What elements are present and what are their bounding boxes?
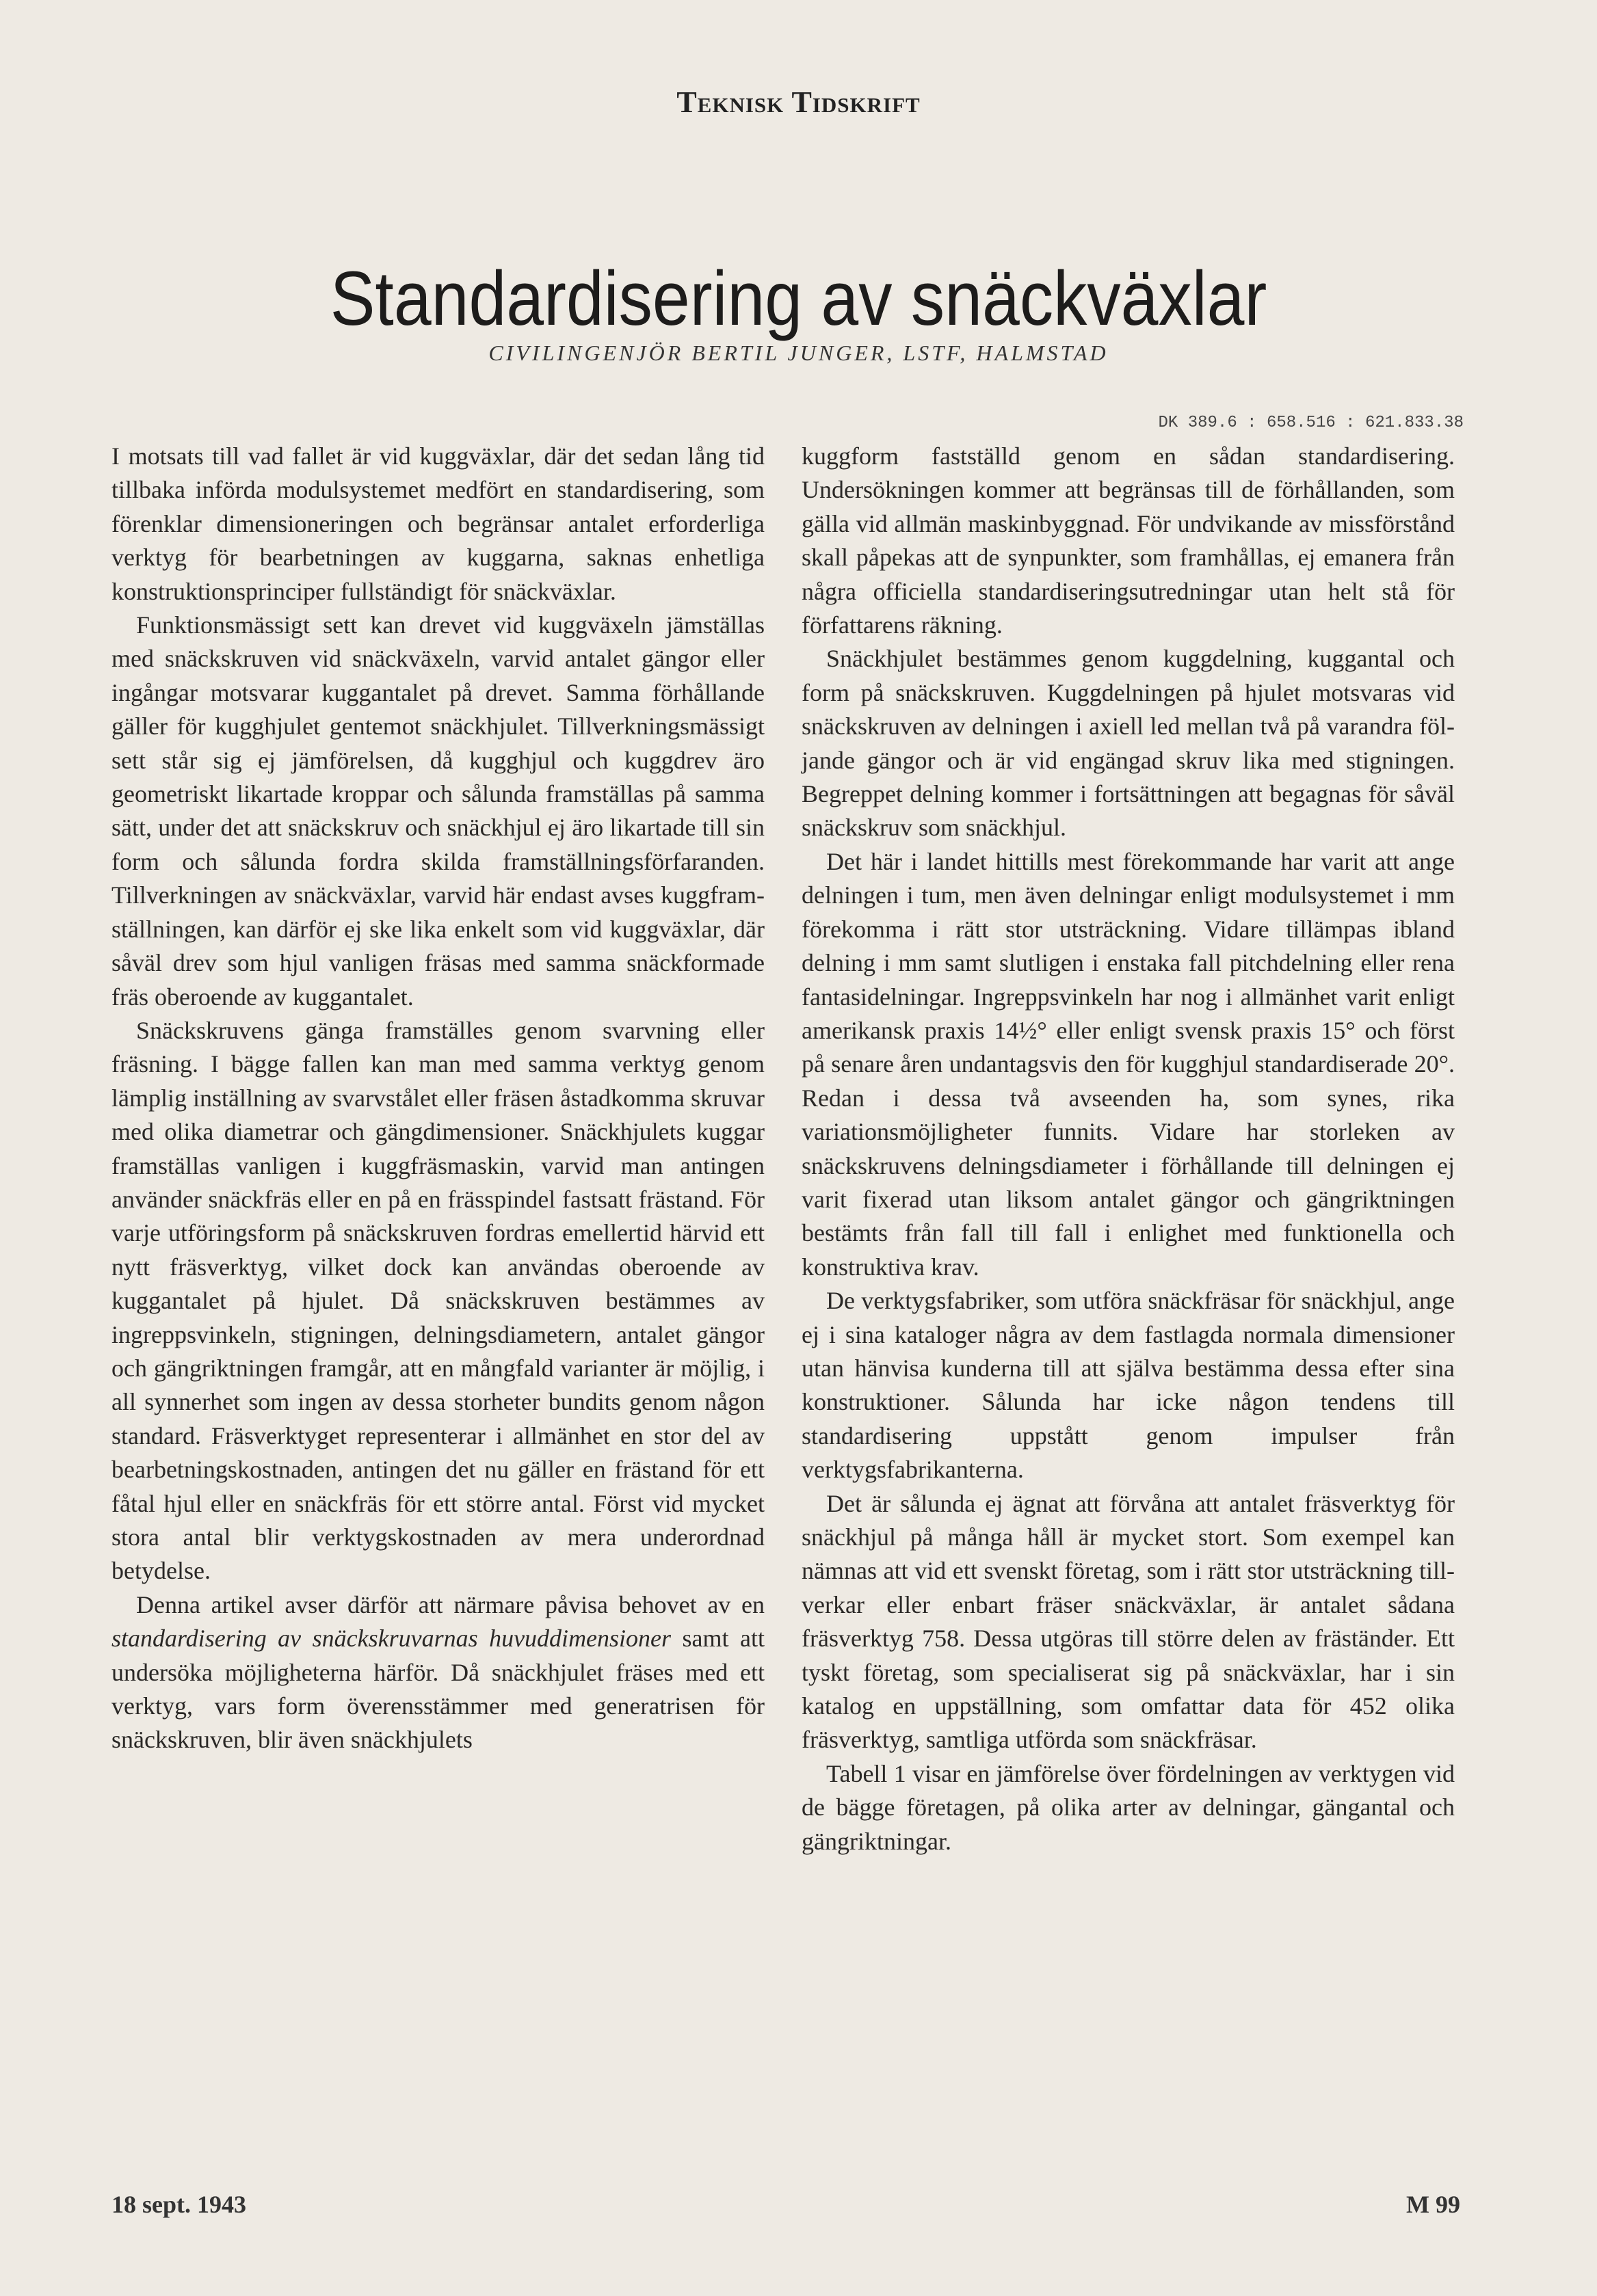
paragraph: De verktygsfabriker, som utföra snäckfräsar för snäckhjul, ange ej i sina kataloger några av dem fastlagda normala dimensioner utan hänvisa kunderna till att själva bestämma dessa efter sina konstruktioner. Sålunda har icke någon tendens till standardisering uppstått genom impulser från verktygsfabrikanterna. (802, 1287, 1455, 1484)
journal-masthead: Teknisk Tidskrift (676, 85, 921, 119)
paragraph-text: Denna artikel avser därför att närmare påvisa behovet av en (136, 1590, 765, 1618)
paragraph (111, 1588, 765, 1757)
paragraph: Funktionsmässigt sett kan drevet vid kuggväxeln jämställas med snäckskruven vid snäckväxeln, varvid antalet gängor eller ingångar motsvarar kuggantalet på drevet. Samma förhållande gäller för kugghjulet gentemot snäckhjulet. Tillverkningsmässigt sett står sig ej jämförelsen, då kugghjul och kuggdrev äro geometriskt likartade kroppar och sålunda framställas på samma sätt, under det att snäckskruv och snäckhjul ej äro likartade till sin form och sålunda fordra skilda framställningsförfaranden. Tillverkningen av snäckväxlar, varvid här endast avses kuggframställningen, kan därför ej ske lika enkelt som vid kuggväxlar, där såväl drev som hjul vanligen fräsas med samma snäckformade fräs oberoende av kuggantalet. (111, 611, 765, 1011)
paragraph: Det här i landet hittills mest förekommande har varit att ange delningen i tum, men även delningar enligt modulsystemet i mm förekomma i rätt stor utsträckning. Vidare tillämpas ibland delning i mm samt slutligen i enstaka fall pitchdelning eller rena fantasidelningar. Ingreppsvinkeln har nog i allmänhet varit enligt amerikansk praxis 14½° eller enligt svensk praxis 15° och först på senare åren undantagsvis den för kugghjul standardiserade 20°. Redan i dessa två avseenden ha, som synes, rika variationsmöjligheter funnits. Vidare har storleken av snäckskruvens delningsdiameter i förhållande till delningen ej varit fixerad utan liksom antalet gängor och gängriktningen bestämts från fall till fall i enlighet med funktionella och konstruktiva krav. (802, 847, 1455, 1281)
emphasis-text: standardisering av snäckskruvarnas huvuddimensioner (111, 1625, 672, 1653)
paragraph: Snäckskruvens gänga framställes genom svarvning eller fräsning. I bägge fallen kan man med samma verktyg genom lämplig inställning av svarvstålet eller fräsen åstadkomma skruvar med olika diametrar och gängdimensioner. Snäckhjulets kuggar framställas vanligen i kuggfräsmaskin, varvid man antingen använder snäckfräs eller en på en frässpindel fastsatt frästand. För varje utföringsform på snäckskruven fordras emellertid härvid ett nytt fräsverktyg, vilket dock kan användas oberoende av kuggantalet på hjulet. Då snäckskruven bestämmes av ingreppsvinkeln, stigningen, delningsdiametern, antalet gängor och gängriktningen framgår, att en mångfald varianter är möjlig, i all synnerhet som ingen av dessa storheter bundits genom någon standard. Fräsverktyget representerar i allmänhet en stor del av bearbetningskostnaden, antingen det nu gäller en frästand för ett fåtal hjul eller en snäckfräs för ett större antal. Först vid mycket stora antal blir verktygskostnaden av mera underordnad betydelse. (111, 1016, 765, 1585)
right-column (802, 440, 1455, 1858)
paragraph: Tabell 1 visar en jämförelse över fördelningen av verktygen vid de bägge företagen, på olika arter av delningar, gängantal och gängriktningar. (802, 1759, 1455, 1855)
author-byline: CIVILINGENJÖR BERTIL JUNGER, LSTF, HALMSTAD (488, 341, 1109, 365)
article-title: Standardisering av snäckväxlar (330, 256, 1267, 342)
page-number: M 99 (1406, 2191, 1460, 2218)
paragraph: Det är sålunda ej ägnat att förvåna att antalet fräsverktyg för snäckhjul på många håll är mycket stort. Som exempel kan nämnas att vid ett svenskt företag, som i rätt stor utsträckning tillverkar eller enbart fräser snäckväxlar, är antalet sådana fräsverktyg 758. Dessa utgöras till större delen av fräständer. Ett tyskt företag, som specialiserat sig på snäckväxlar, har i sin katalog en uppställning, som omfattar data för 452 olika fräsverktyg, samtliga utförda som snäckfräsar. (802, 1489, 1455, 1754)
issue-date: 18 sept. 1943 (111, 2191, 246, 2218)
paragraph: I motsats till vad fallet är vid kuggväxlar, där det sedan lång tid tillbaka införda modulsystemet medfört en standardisering, som förenklar dimensioneringen och begränsar antalet erforderliga verktyg för bearbetningen av kuggarna, saknas enhetliga konstruktionsprinciper fullständigt för snäckväxlar. (111, 442, 765, 605)
paragraph-text: samt att undersöka möjligheterna härför. Då snäckhjulet fräses med ett verktyg, vars form överensstämmer med generatrisen för snäckskruven, blir även snäckhjulets (111, 1625, 765, 1754)
paragraph: kuggform fastställd genom en sådan standardisering. Undersökningen kommer att begränsas till de förhållanden, som gälla vid allmän maskinbyggnad. För undvikande av missförstånd skall påpekas att de synpunkter, som framhållas, ej emanera från några officiella standardiseringsutredningar utan helt stå för författarens räkning. (802, 442, 1455, 639)
left-column (111, 440, 765, 1757)
classification-code: DK 389.6 : 658.516 : 621.833.38 (1158, 414, 1464, 432)
paragraph: Snäckhjulet bestämmes genom kuggdelning, kuggantal och form på snäckskruven. Kuggdelningen på hjulet motsvaras vid snäckskruven av delningen i axiell led mellan två på varandra följande gängor och är vid engängad skruv lika med stigningen. Begreppet delning kommer i fortsättningen att begagnas för såväl snäckskruv som snäckhjul. (802, 645, 1455, 842)
